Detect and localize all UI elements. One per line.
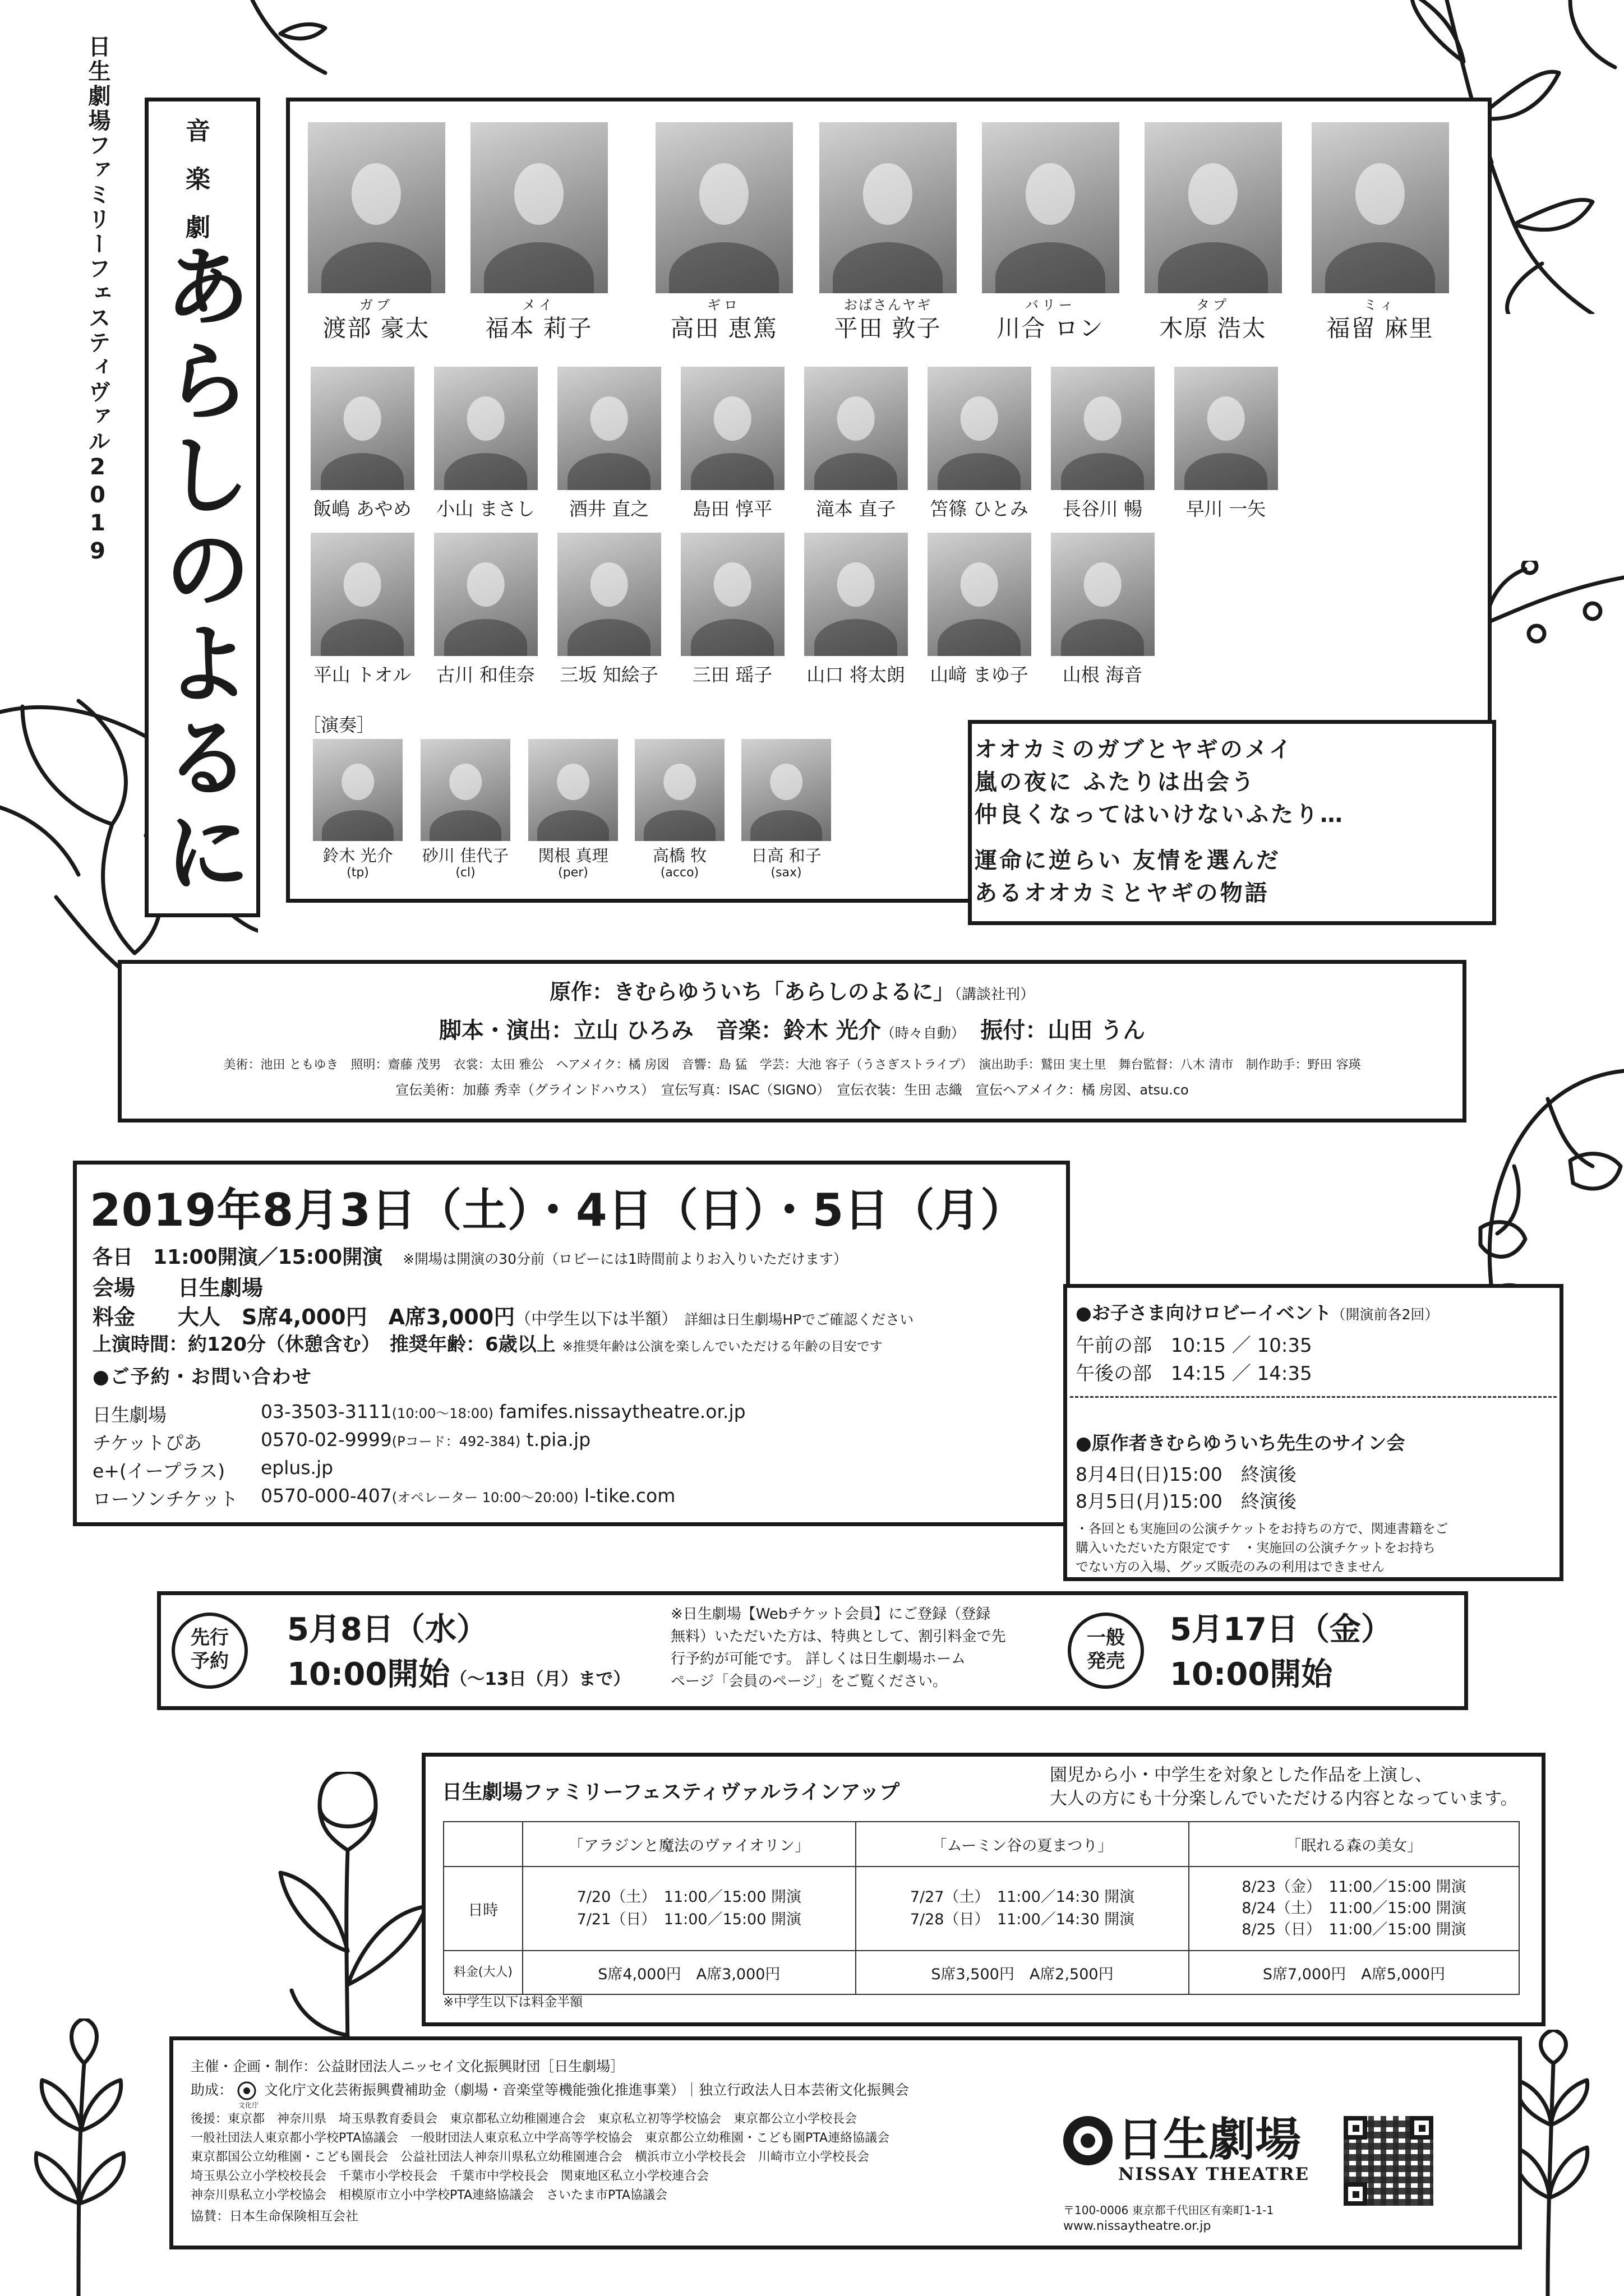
musician bbox=[307, 739, 408, 880]
price-value: 大人 S席4,000円 A席3,000円 bbox=[178, 1305, 515, 1329]
actor-name: 笘篠 ひとみ bbox=[930, 498, 1028, 520]
cast-photo bbox=[928, 533, 1031, 656]
show-title: 「眠れる森の美女」 bbox=[1189, 1822, 1519, 1867]
lobby-event-title: ●お子さま向けロビーイベント bbox=[1076, 1302, 1332, 1324]
presale-badge bbox=[172, 1613, 248, 1689]
cast-photo bbox=[804, 533, 908, 656]
cast-member bbox=[1310, 122, 1450, 344]
age-note: ※推奨年齢は公演を楽しんでいただける年齢の目安です bbox=[562, 1339, 883, 1354]
presale-label: 先行予約 bbox=[191, 1627, 229, 1673]
cast-photo bbox=[308, 122, 445, 293]
musician bbox=[736, 739, 837, 880]
credit-choreo: 振付：山田 うん bbox=[980, 1018, 1146, 1043]
actor-name: 山根 海音 bbox=[1062, 664, 1143, 686]
show-price: S席4,000円 A席3,000円 bbox=[523, 1951, 856, 1994]
runtime-row bbox=[93, 1329, 883, 1356]
actor-name: 山﨑 まゆ子 bbox=[930, 664, 1028, 686]
agency-mark-icon bbox=[237, 2081, 256, 2100]
general-sale-date: 5月17日（金） bbox=[1170, 1611, 1392, 1648]
actor-name: 平山 トオル bbox=[313, 664, 412, 686]
musician-instrument: (acco) bbox=[660, 866, 699, 880]
actor-name: 滝本 直子 bbox=[815, 498, 896, 520]
general-sale-badge bbox=[1068, 1613, 1144, 1689]
actor-name: 川合 ロン bbox=[996, 315, 1104, 342]
qr-finder bbox=[1344, 2116, 1367, 2140]
presale-note: 無料）いただいた方は、特典として、割引料金で先 bbox=[671, 1628, 1006, 1645]
grant-label: 助成： bbox=[191, 2082, 233, 2098]
story-line: オオカミのガブとヤギのメイ bbox=[975, 737, 1294, 763]
cast-member bbox=[800, 533, 912, 687]
cast-photo bbox=[311, 533, 414, 656]
cast-member bbox=[800, 367, 912, 521]
cast-member bbox=[306, 367, 418, 521]
musician-instrument: (cl) bbox=[455, 866, 476, 880]
musician-name: 鈴木 光介 bbox=[322, 846, 393, 865]
musician bbox=[629, 739, 730, 880]
price-child: （中学生以下は半額） bbox=[515, 1309, 678, 1328]
role-name: バリー bbox=[1025, 297, 1076, 313]
contact-pcode: (Pコード：492-384) bbox=[391, 1434, 521, 1449]
musicians-label: ［演奏］ bbox=[303, 714, 375, 736]
cast-photo bbox=[434, 533, 538, 656]
contact-url[interactable]: eplus.jp bbox=[261, 1457, 334, 1479]
presale-until: （～13日（月）まで） bbox=[450, 1669, 631, 1689]
cast-member bbox=[306, 533, 418, 687]
cast-photo bbox=[1051, 533, 1155, 656]
actor-name: 高田 恵篤 bbox=[670, 315, 778, 342]
credit-main-line bbox=[118, 1013, 1466, 1045]
contact-tel: 0570-000-407 bbox=[261, 1485, 392, 1507]
lobby-event-header bbox=[1076, 1299, 1438, 1325]
sign-event-header: ●原作者きむらゆういち先生のサイン会 bbox=[1076, 1432, 1405, 1454]
times-row bbox=[93, 1241, 847, 1270]
role-name: ガブ bbox=[359, 297, 393, 313]
musician-photo bbox=[421, 739, 510, 841]
actor-name: 山口 将太朗 bbox=[806, 664, 905, 686]
grant-row bbox=[191, 2079, 909, 2109]
actor-name: 木原 浩太 bbox=[1159, 315, 1267, 342]
story-line: 運命に逆らい 友情を選んだ bbox=[975, 848, 1281, 874]
cast-photo bbox=[681, 367, 785, 490]
sign-event-note: でない方の入場、グッズ販売のみの利用はできません bbox=[1076, 1560, 1385, 1574]
qr-code[interactable] bbox=[1344, 2116, 1433, 2206]
actor-name: 福本 莉子 bbox=[485, 315, 593, 342]
presale-date: 5月8日（水） bbox=[287, 1611, 488, 1648]
events-divider bbox=[1070, 1396, 1557, 1398]
agency-logo bbox=[237, 2081, 260, 2109]
show-dates-cell bbox=[856, 1867, 1189, 1951]
venue-value: 日生劇場 bbox=[178, 1276, 264, 1300]
cast-member bbox=[469, 122, 609, 344]
lobby-pm-row bbox=[1076, 1358, 1312, 1385]
contact-hours: (10:00～18:00) bbox=[391, 1406, 493, 1421]
qr-finder bbox=[1410, 2116, 1433, 2140]
support-line: 東京都国公立幼稚園・こども園長会 公益社団法人神奈川県私立幼稚園連合会 横浜市立小学校長会 川崎市立小学校長会 bbox=[191, 2150, 870, 2164]
show-date: 8/25（日） 11:00／15:00 開演 bbox=[1242, 1921, 1466, 1938]
musician-photo bbox=[635, 739, 725, 841]
cast-member bbox=[923, 533, 1035, 687]
contact-detail bbox=[261, 1485, 675, 1507]
musician-photo bbox=[528, 739, 618, 841]
role-name: ミィ bbox=[1363, 297, 1397, 313]
credit-music: 音楽：鈴木 光介 bbox=[716, 1018, 881, 1043]
contact-url[interactable]: l-tike.com bbox=[584, 1485, 676, 1507]
lobby-am-row bbox=[1076, 1330, 1312, 1357]
cast-member bbox=[553, 367, 665, 521]
performance-dates: 2019年8月3日（土）・4日（日）・5日（月） bbox=[90, 1184, 1026, 1236]
contact-hours: (オペレーター 10:00～20:00) bbox=[391, 1490, 579, 1505]
actor-name: 三坂 知絵子 bbox=[560, 664, 658, 686]
row-header-date: 日時 bbox=[444, 1867, 523, 1951]
presale-note: ページ「会員のページ」をご覧ください。 bbox=[671, 1673, 947, 1690]
cast-photo bbox=[1312, 122, 1449, 293]
cast-member bbox=[1170, 367, 1282, 521]
venue-label: 会場 bbox=[93, 1276, 136, 1300]
logo-address: 〒100-0006 東京都千代田区有楽町1-1-1 bbox=[1063, 2203, 1274, 2217]
support-line: 神奈川県私立小学校協会 相模原市立小中学校PTA連絡協議会 さいたま市PTA協議会 bbox=[191, 2188, 668, 2202]
cast-photo bbox=[819, 122, 957, 293]
general-sale-start: 10:00開始 bbox=[1170, 1656, 1333, 1693]
contact-header: ●ご予約・お問い合わせ bbox=[93, 1366, 312, 1388]
pm-label: 午後の部 bbox=[1076, 1362, 1152, 1385]
sign-event-note: 購入いただいた方限定です ・実施回の公演チケットをお持ち bbox=[1076, 1541, 1436, 1555]
nissay-logo bbox=[1063, 2113, 1344, 2191]
support-line: 一般社団法人東京都小学校PTA協議会 一般財団法人東京私立中学高等学校協会 東京都公立幼稚園・こども園PTA連絡協議会 bbox=[191, 2131, 890, 2145]
cast-member bbox=[923, 367, 1035, 521]
contact-name: e+(イープラス) bbox=[93, 1460, 225, 1482]
cast-photo bbox=[681, 533, 785, 656]
show-price: S席7,000円 A席5,000円 bbox=[1189, 1951, 1519, 1994]
cast-photo bbox=[982, 122, 1119, 293]
show-date: 7/28（日） 11:00／14:30 開演 bbox=[910, 1911, 1135, 1928]
musician-instrument: (tp) bbox=[347, 866, 369, 880]
runtime: 上演時間：約120分（休憩含む） bbox=[93, 1333, 371, 1356]
logo-name-en: NISSAY THEATRE bbox=[1118, 2164, 1310, 2184]
presale-start: 10:00開始 bbox=[287, 1656, 450, 1693]
times-note: ※開場は開演の30分前（ロビーには1時間前よりお入りいただけます） bbox=[403, 1251, 847, 1267]
presale-note: 行予約が可能です。 詳しくは日生劇場ホーム bbox=[671, 1651, 966, 1667]
show-date: 7/21（日） 11:00／15:00 開演 bbox=[576, 1911, 801, 1928]
actor-name: 長谷川 暢 bbox=[1062, 498, 1143, 520]
show-date: 7/20（土） 11:00／15:00 開演 bbox=[576, 1888, 801, 1906]
credit-music-note: （時々自動） bbox=[880, 1025, 958, 1041]
contact-url[interactable]: t.pia.jp bbox=[526, 1429, 591, 1450]
contact-url[interactable]: famifes.nissaytheatre.or.jp bbox=[499, 1401, 746, 1422]
sign-event-date: 8月5日(月)15:00 終演後 bbox=[1076, 1490, 1297, 1512]
actor-name: 古川 和佳奈 bbox=[436, 664, 535, 686]
lineup-note: ※中学生以下は料金半額 bbox=[443, 1995, 583, 2009]
price-row bbox=[93, 1300, 913, 1331]
contact-name: ローソンチケット bbox=[93, 1488, 238, 1510]
sponsor: 協賛：日本生命保険相互会社 bbox=[191, 2209, 358, 2224]
role-name: タプ bbox=[1196, 297, 1230, 313]
lineup-table bbox=[443, 1821, 1520, 1995]
cast-member bbox=[553, 533, 665, 687]
host: 主催・企画・制作：公益財団法人ニッセイ文化振興財団［日生劇場］ bbox=[191, 2058, 625, 2075]
lobby-event-note: （開演前各2回） bbox=[1331, 1306, 1439, 1323]
musician-instrument: (per) bbox=[558, 866, 588, 880]
contact-name: 日生劇場 bbox=[93, 1404, 167, 1426]
musician bbox=[412, 739, 519, 880]
price-note: 詳細は日生劇場HPでご確認ください bbox=[684, 1311, 914, 1328]
contact-name: チケットぴあ bbox=[93, 1432, 202, 1454]
genre-label: 音楽劇 bbox=[181, 118, 210, 262]
musician-name: 関根 真理 bbox=[538, 846, 608, 865]
times-value: 11:00開演／15:00開演 bbox=[153, 1246, 383, 1269]
logo-name-jp: 日生劇場 bbox=[1117, 2113, 1302, 2166]
actor-name: 福留 麻里 bbox=[1326, 315, 1434, 342]
cast-photo bbox=[928, 367, 1031, 490]
lineup-description: 園児から小・中学生を対象とした作品を上演し、 bbox=[1050, 1765, 1432, 1785]
cast-photo bbox=[656, 122, 793, 293]
cast-member bbox=[1143, 122, 1283, 344]
show-date: 7/27（土） 11:00／14:30 開演 bbox=[910, 1888, 1135, 1906]
role-name: おばさんヤギ bbox=[844, 297, 931, 313]
cast-member bbox=[676, 367, 788, 521]
presale-note: ※日生劇場【Webチケット会員】にご登録（登録 bbox=[671, 1606, 991, 1623]
musician-instrument: (sax) bbox=[771, 866, 802, 880]
cast-member bbox=[430, 367, 542, 521]
cast-photo bbox=[557, 367, 661, 490]
show-date: 8/23（金） 11:00／15:00 開演 bbox=[1242, 1878, 1466, 1896]
grant-text: 文化庁文化芸術振興費補助金（劇場・音楽堂等機能強化推進事業）｜独立行政法人日本芸術文化振興会 bbox=[264, 2082, 909, 2098]
show-dates-cell bbox=[523, 1867, 856, 1951]
cast-photo bbox=[1051, 367, 1155, 490]
story-line: あるオオカミとヤギの物語 bbox=[975, 880, 1270, 906]
cast-photo bbox=[557, 533, 661, 656]
nissay-logo-icon-core bbox=[1081, 2133, 1095, 2148]
actor-name: 三田 瑶子 bbox=[692, 664, 773, 686]
general-sale-label: 一般発売 bbox=[1087, 1627, 1125, 1673]
cast-member bbox=[1046, 367, 1159, 521]
pm-times: 14:15 ／ 14:35 bbox=[1171, 1362, 1312, 1385]
cast-member bbox=[676, 533, 788, 687]
musician-name: 日高 和子 bbox=[751, 846, 822, 865]
story-line: 嵐の夜に ふたりは出会う bbox=[975, 769, 1256, 795]
cast-member bbox=[306, 122, 446, 344]
cast-photo bbox=[311, 367, 414, 490]
musician-name: 高橋 牧 bbox=[652, 846, 707, 865]
actor-name: 飯嶋 あやめ bbox=[313, 498, 412, 520]
cast-member bbox=[430, 533, 542, 687]
actor-name: 早川 一矢 bbox=[1185, 498, 1266, 520]
show-title: 「アラジンと魔法のヴァイオリン」 bbox=[523, 1822, 856, 1867]
show-price: S席3,500円 A席2,500円 bbox=[856, 1951, 1189, 1994]
story-line: 仲良くなってはいけないふたり… bbox=[975, 802, 1345, 828]
qr-finder bbox=[1344, 2182, 1367, 2206]
musician-photo bbox=[313, 739, 403, 841]
cast-member bbox=[814, 122, 961, 344]
sign-event-date: 8月4日(日)15:00 終演後 bbox=[1076, 1463, 1297, 1485]
cast-photo bbox=[470, 122, 608, 293]
role-name: ギロ bbox=[707, 297, 741, 313]
bottom-left-stem-decoration bbox=[0, 2018, 168, 2296]
contact-detail bbox=[261, 1429, 590, 1450]
presale-start-row bbox=[287, 1650, 630, 1694]
credit-original-publisher: （講談社刊） bbox=[954, 986, 1035, 1003]
am-label: 午前の部 bbox=[1076, 1334, 1152, 1357]
support-line: 後援：東京都 神奈川県 埼玉県教育委員会 東京都私立幼稚園連合会 東京私立初等学校協会 東京都公立小学校長会 bbox=[191, 2112, 857, 2126]
recommended-age: 推奨年齢：6歳以上 bbox=[389, 1333, 556, 1356]
logo-url[interactable]: www.nissaytheatre.or.jp bbox=[1063, 2219, 1211, 2233]
contact-detail bbox=[261, 1401, 746, 1422]
show-dates-cell bbox=[1189, 1867, 1519, 1951]
credit-promo-line: 宣伝美術：加藤 秀幸（グラインドハウス） 宣伝写真：ISAC（SIGNO） 宣伝衣装：生田 志織 宣伝ヘアメイク：橘 房図、atsu.co bbox=[395, 1082, 1189, 1098]
credit-original: 原作：きむらゆういち「あらしのよるに」 bbox=[549, 980, 954, 1004]
actor-name: 酒井 直之 bbox=[569, 498, 649, 520]
bottom-left-flower-decoration bbox=[247, 1772, 449, 2063]
contact-tel: 0570-02-9999 bbox=[261, 1429, 392, 1450]
show-date: 8/24（土） 11:00／15:00 開演 bbox=[1242, 1900, 1466, 1917]
table-corner-cell bbox=[444, 1822, 523, 1867]
cast-photo bbox=[434, 367, 538, 490]
lineup-title: 日生劇場ファミリーフェスティヴァルラインアップ bbox=[442, 1781, 900, 1804]
credit-script: 脚本・演出：立山 ひろみ bbox=[439, 1018, 694, 1043]
credit-original-line bbox=[118, 974, 1466, 1005]
support-line: 埼玉県公立小学校校長会 千葉市小学校長会 千葉市中学校長会 関東地区私立小学校連合会 bbox=[191, 2169, 709, 2183]
am-times: 10:15 ／ 10:35 bbox=[1171, 1334, 1312, 1357]
musician-photo bbox=[741, 739, 831, 841]
series-label: 日生劇場ファミリーフェスティヴァル2019 bbox=[85, 35, 110, 566]
cast-member bbox=[980, 122, 1120, 344]
musician-name: 砂川 佳代子 bbox=[422, 846, 509, 865]
row-header-price: 料金(大人) bbox=[444, 1951, 523, 1994]
price-label: 料金 bbox=[93, 1305, 136, 1329]
top-left-sprig-decoration bbox=[247, 0, 359, 84]
cast-photo bbox=[804, 367, 908, 490]
role-name: メイ bbox=[522, 297, 556, 313]
agency-mark-label: 文化庁 bbox=[238, 2101, 259, 2109]
cast-member bbox=[654, 122, 794, 344]
times-label: 各日 bbox=[93, 1246, 133, 1269]
lineup-description: 大人の方にも十分楽しんでいただける内容となっています。 bbox=[1050, 1789, 1518, 1809]
page-title: あらしのよるに bbox=[149, 241, 252, 900]
actor-name: 島田 惇平 bbox=[692, 498, 773, 520]
credit-staff-line: 美術：池田 ともゆき 照明：齋藤 茂男 衣裳：太田 雅公 ヘアメイク：橘 房図 音響：島 猛 学芸：大池 容子（うさぎストライプ） 演出助手：鷲田 実土里 舞台監督：八木 清市 制作助手：野田 容瑛 bbox=[223, 1058, 1361, 1072]
cast-member bbox=[1046, 533, 1159, 687]
venue-row bbox=[93, 1271, 263, 1301]
cast-photo bbox=[1174, 367, 1278, 490]
contact-tel: 03-3503-3111 bbox=[261, 1401, 392, 1422]
show-title: 「ムーミン谷の夏まつり」 bbox=[856, 1822, 1189, 1867]
musician bbox=[523, 739, 624, 880]
actor-name: 平田 敦子 bbox=[834, 315, 942, 342]
actor-name: 小山 まさし bbox=[436, 498, 535, 520]
sign-event-note: ・各回とも実施回の公演チケットをお持ちの方で、関連書籍をご bbox=[1076, 1522, 1448, 1536]
actor-name: 渡部 豪太 bbox=[322, 315, 430, 342]
cast-photo bbox=[1145, 122, 1282, 293]
